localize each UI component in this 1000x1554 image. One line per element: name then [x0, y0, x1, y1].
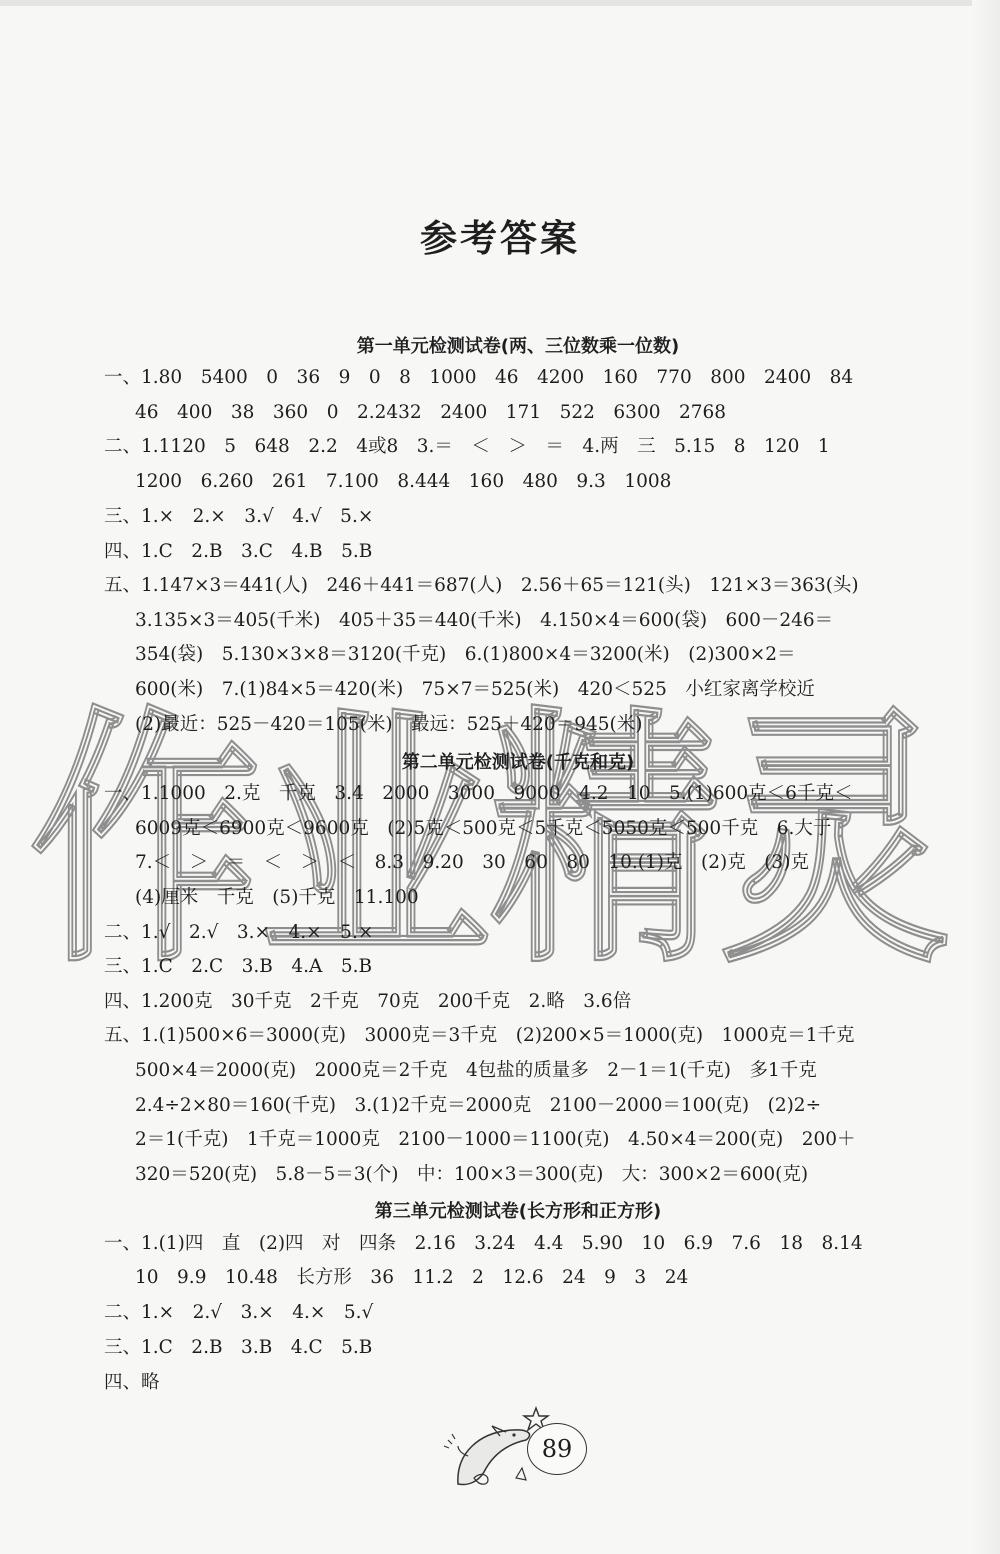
answer-line: 10 9.9 10.48 长方形 36 11.2 2 12.6 24 9 3 24: [135, 1267, 689, 1288]
answer-line: 2.4÷2×80＝160(千克) 3.(1)2千克＝2000克 2100－2000＝100(克) (2)2÷: [135, 1095, 822, 1116]
answer-line: 三、1.C 2.C 3.B 4.A 5.B: [104, 956, 373, 977]
answer-line: (4)厘米 千克 (5)千克 11.100: [135, 887, 419, 908]
answer-line: 500×4＝2000(克) 2000克＝2千克 4包盐的质量多 2－1＝1(千克) 多1千克: [135, 1060, 817, 1081]
answer-line: 二、1.× 2.√ 3.× 4.× 5.√: [104, 1302, 374, 1323]
unit-3-heading: 第三单元检测试卷(长方形和正方形): [374, 1201, 662, 1222]
answer-line: 一、1.80 5400 0 36 9 0 8 1000 46 4200 160 770 800 2400 84: [104, 367, 854, 388]
answer-line: (2)最近：525－420＝105(米) 最远：525＋420＝945(米): [135, 714, 643, 735]
page-title: 参考答案: [420, 216, 580, 260]
unit-2-heading: 第二单元检测试卷(千克和克): [401, 752, 635, 773]
watermark-text: 作业精灵: [30, 684, 951, 995]
answer-line: 600(米) 7.(1)84×5＝420(米) 75×7＝525(米) 420＜525 小红家离学校近: [135, 679, 815, 700]
answer-line: 三、1.× 2.× 3.√ 4.√ 5.×: [104, 506, 374, 527]
answer-line: 46 400 38 360 0 2.2432 2400 171 522 6300 2768: [135, 402, 727, 423]
answer-line: 2＝1(千克) 1千克＝1000克 2100－1000＝1100(克) 4.50×4＝200(克) 200＋: [135, 1129, 856, 1150]
answer-line: 一、1.(1)四 直 (2)四 对 四条 2.16 3.24 4.4 5.90 10 6.9 7.6 18 8.14: [104, 1233, 863, 1254]
answer-line: 354(袋) 5.130×3×8＝3120(千克) 6.(1)800×4＝3200(米) (2)300×2＝: [135, 644, 796, 665]
answer-line: 二、1.1120 5 648 2.2 4或8 3.＝ ＜ ＞ ＝ 4.两 三 5.15 8 120 1: [104, 436, 830, 457]
answer-line: 三、1.C 2.B 3.B 4.C 5.B: [104, 1337, 373, 1358]
answer-line: 3.135×3＝405(千米) 405＋35＝440(千米) 4.150×4＝600(袋) 600－246＝: [135, 610, 834, 631]
page-top-edge: [0, 0, 1000, 6]
answer-line: 五、1.(1)500×6＝3000(克) 3000克＝3千克 (2)200×5＝1000(克) 1000克＝1千克: [104, 1025, 855, 1046]
answer-line: 四、略: [104, 1372, 160, 1393]
answer-line: 二、1.√ 2.√ 3.× 4.× 5.×: [104, 922, 374, 943]
answer-line: 一、1.1000 2.克 千克 3.4 2000 3000 9000 4.2 10 5.(1)600克＜6千克＜: [104, 783, 853, 804]
answer-line: 四、1.C 2.B 3.C 4.B 5.B: [104, 541, 373, 562]
page-number: 89: [527, 1423, 587, 1475]
answer-line: 320＝520(克) 5.8－5＝3(个) 中：100×3＝300(克) 大：300×2＝600(克): [135, 1164, 809, 1185]
unit-1-heading: 第一单元检测试卷(两、三位数乘一位数): [356, 336, 680, 357]
answer-line: 四、1.200克 30千克 2千克 70克 200千克 2.略 3.6倍: [104, 991, 632, 1012]
answer-line: 6009克＜6900克＜9600克 (2)5克＜500克＜5千克＜5050克＜500千克 6.大于: [135, 818, 832, 839]
answer-line: 五、1.147×3＝441(人) 246＋441＝687(人) 2.56＋65＝121(头) 121×3＝363(头): [104, 575, 859, 596]
answer-line: 1200 6.260 261 7.100 8.444 160 480 9.3 1008: [135, 471, 672, 492]
answer-line: 7.＜ ＞ ＝ ＜ ＞ ＜ 8.3 9.20 30 60 80 10.(1)克 (2)克 (3)克: [135, 852, 809, 873]
